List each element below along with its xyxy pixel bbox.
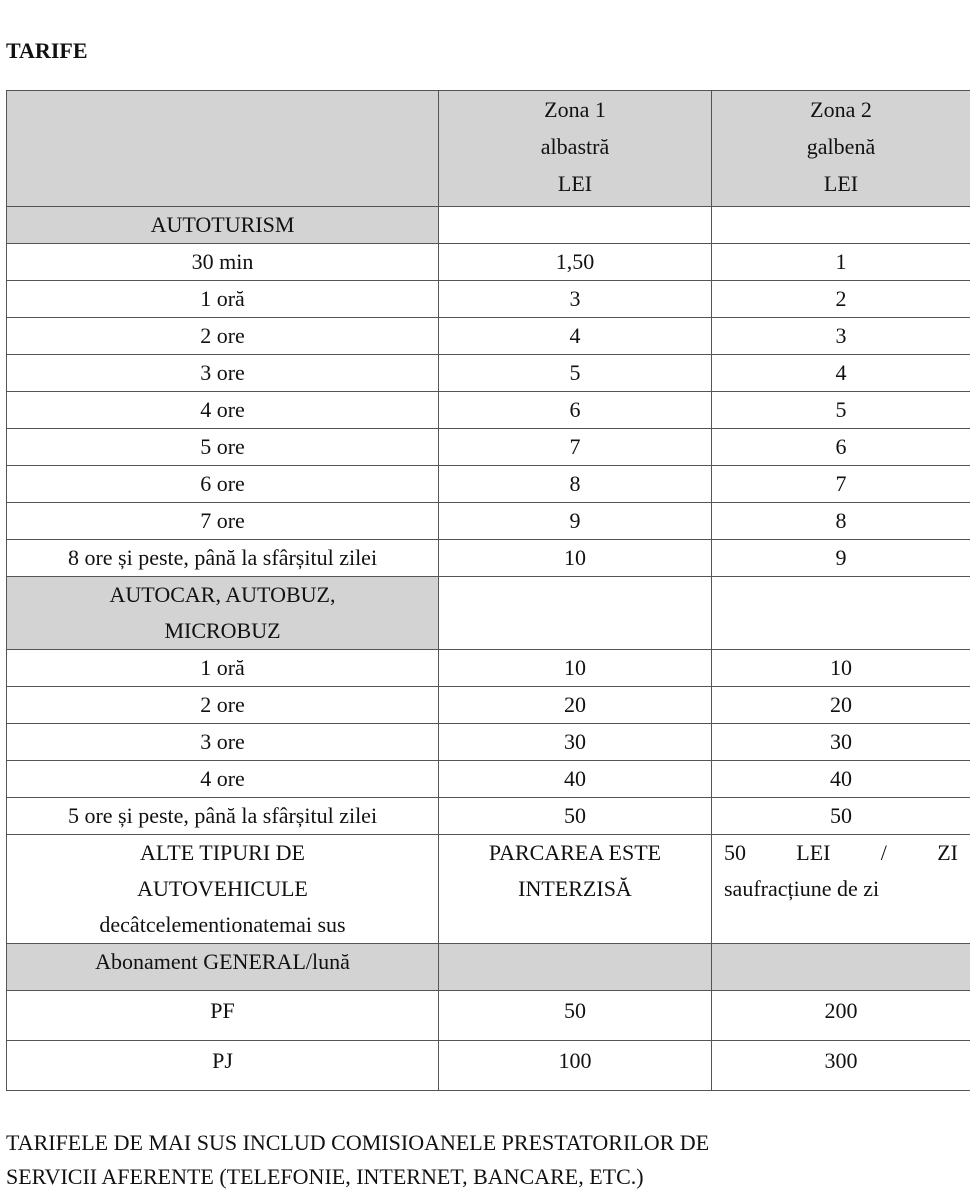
row-label: 3 ore (7, 355, 439, 392)
table-row (7, 724, 970, 761)
empty-cell (439, 944, 712, 991)
table-row (7, 466, 970, 503)
empty-cell (439, 207, 712, 244)
zona2-value: 2 (712, 281, 970, 318)
header-empty-cell (7, 91, 439, 207)
footer-note (6, 1126, 709, 1194)
row-label: 8 ore și peste, până la sfârșitul zilei (7, 540, 439, 577)
row-label: 4 ore (7, 392, 439, 429)
table-row (7, 650, 970, 687)
table-row (7, 798, 970, 835)
autoturism-rows (7, 244, 970, 577)
alte-zona1-line2: INTERZISĂ (518, 876, 632, 901)
zona1-value: 10 (439, 540, 712, 577)
row-label: 2 ore (7, 318, 439, 355)
section-label-autoturism: AUTOTURISM (7, 207, 439, 244)
zona1-value: 10 (439, 650, 712, 687)
footer-line2: SERVICII AFERENTE (TELEFONIE, INTERNET, BANCARE, ETC.) (6, 1164, 644, 1189)
row-label: 3 ore (7, 724, 439, 761)
header-zona2-line1: Zona 2 (810, 97, 872, 122)
section-row-abonament (7, 944, 970, 991)
zona2-value: 20 (712, 687, 970, 724)
header-zona1-line2: albastră (540, 134, 610, 159)
table-row (7, 540, 970, 577)
row-label: 7 ore (7, 503, 439, 540)
header-zona2 (712, 91, 970, 207)
table-row (7, 355, 970, 392)
table-row (7, 281, 970, 318)
table-row (7, 687, 970, 724)
section-label-autocar (7, 577, 439, 650)
zona1-value: 8 (439, 466, 712, 503)
section-row-alte (7, 835, 970, 944)
zona1-value: 6 (439, 392, 712, 429)
row-label: PF (7, 991, 439, 1041)
zona1-value: 50 (439, 991, 712, 1041)
section-row-autocar (7, 577, 970, 650)
table-row (7, 244, 970, 281)
zona2-value: 200 (712, 991, 970, 1041)
footer-line1: TARIFELE DE MAI SUS INCLUD COMISIOANELE PRESTATORILOR DE (6, 1130, 710, 1155)
alte-zona2 (712, 835, 970, 944)
alte-label-line1: ALTE TIPURI DE (140, 840, 305, 865)
section-row-autoturism (7, 207, 970, 244)
zona1-value: 100 (439, 1041, 712, 1091)
row-label: 5 ore și peste, până la sfârșitul zilei (7, 798, 439, 835)
zona1-value: 1,50 (439, 244, 712, 281)
zona2-value: 10 (712, 650, 970, 687)
zona1-value: 50 (439, 798, 712, 835)
alte-zona2-line1: 50 LEI / ZI (724, 840, 958, 865)
zona1-value: 40 (439, 761, 712, 798)
zona2-value: 50 (712, 798, 970, 835)
row-label: 4 ore (7, 761, 439, 798)
section-label-autocar-line1: AUTOCAR, AUTOBUZ, (109, 582, 336, 607)
page-title: TARIFE (6, 38, 88, 63)
table-row (7, 761, 970, 798)
row-label: PJ (7, 1041, 439, 1091)
alte-zona1-line1: PARCAREA ESTE (488, 840, 662, 865)
row-label: 2 ore (7, 687, 439, 724)
header-zona1-line1: Zona 1 (544, 97, 606, 122)
section-label-autocar-line2: MICROBUZ (164, 618, 281, 643)
alte-label-line3: decâtcelementionatemai sus (99, 912, 346, 937)
zona2-value: 6 (712, 429, 970, 466)
table-row (7, 1041, 970, 1091)
zona1-value: 30 (439, 724, 712, 761)
row-label: 1 oră (7, 650, 439, 687)
row-label: 1 oră (7, 281, 439, 318)
row-label: 5 ore (7, 429, 439, 466)
autocar-rows (7, 650, 970, 835)
zona2-value: 5 (712, 392, 970, 429)
zona2-value: 7 (712, 466, 970, 503)
zona1-value: 7 (439, 429, 712, 466)
empty-cell (439, 577, 712, 650)
zona2-value: 40 (712, 761, 970, 798)
row-label: 30 min (7, 244, 439, 281)
zona2-value: 9 (712, 540, 970, 577)
header-zona2-line2: galbenă (806, 134, 876, 159)
alte-label-line2: AUTOVEHICULE (137, 876, 308, 901)
zona1-value: 4 (439, 318, 712, 355)
table-row (7, 429, 970, 466)
zona2-value: 1 (712, 244, 970, 281)
alte-label (7, 835, 439, 944)
empty-cell (712, 944, 970, 991)
row-label: 6 ore (7, 466, 439, 503)
section-label-abonament: Abonament GENERAL/lună (7, 944, 439, 991)
abonament-rows (7, 991, 970, 1091)
empty-cell (712, 577, 970, 650)
tariff-table (6, 90, 970, 1091)
table-row (7, 991, 970, 1041)
zona2-value: 300 (712, 1041, 970, 1091)
table-row (7, 392, 970, 429)
header-zona2-line3: LEI (823, 171, 859, 196)
table-row (7, 503, 970, 540)
zona1-value: 5 (439, 355, 712, 392)
empty-cell (712, 207, 970, 244)
zona2-value: 30 (712, 724, 970, 761)
zona1-value: 9 (439, 503, 712, 540)
header-row (7, 91, 970, 207)
zona2-value: 4 (712, 355, 970, 392)
header-zona1 (439, 91, 712, 207)
zona1-value: 20 (439, 687, 712, 724)
zona2-value: 3 (712, 318, 970, 355)
alte-zona1 (439, 835, 712, 944)
table-row (7, 318, 970, 355)
zona2-value: 8 (712, 503, 970, 540)
alte-zona2-line2: saufracțiune de zi (724, 876, 880, 901)
header-zona1-line3: LEI (557, 171, 593, 196)
zona1-value: 3 (439, 281, 712, 318)
